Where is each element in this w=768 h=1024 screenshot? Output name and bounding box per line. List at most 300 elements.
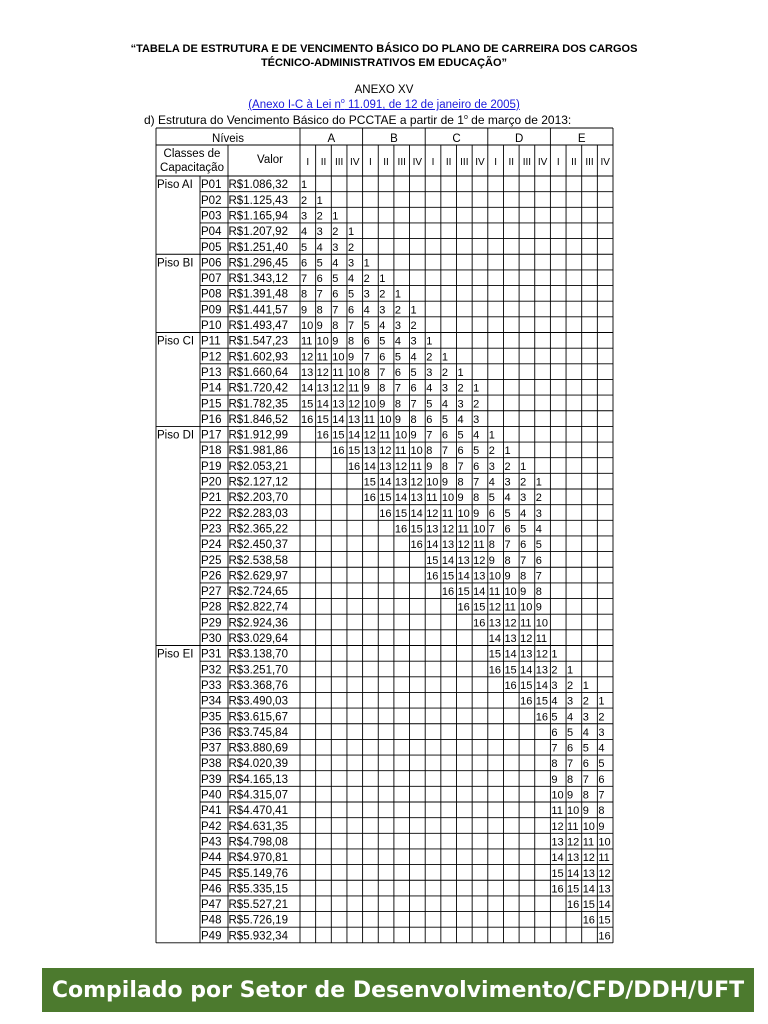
padrao-cell: 1 [504,445,511,458]
step-label: P18 [201,445,222,458]
salary-value: R$1.602,93 [228,351,288,364]
salary-value: R$2.538,58 [228,554,288,567]
padrao-cell: 7 [504,539,511,552]
padrao-cell: 10 [535,617,548,630]
padrao-cell: 14 [394,492,408,505]
salary-value: R$1.207,92 [228,226,288,239]
padrao-cell: 8 [332,320,339,332]
padrao-cell: 5 [379,335,386,348]
padrao-cell: 8 [410,413,417,426]
padrao-cell: 9 [316,320,323,332]
padrao-cell: 7 [551,742,558,755]
salary-value: R$5.335,15 [228,883,288,896]
padrao-cell: 8 [457,476,464,489]
padrao-cell: 1 [441,351,448,364]
footer-text: Compilado por Setor de Desenvolvimento/CFD/DDH/UFT [51,977,745,1003]
step-label: P41 [201,805,222,818]
padrao-cell: 8 [316,304,323,317]
padrao-cell: 9 [426,460,433,473]
padrao-cell: 15 [316,413,329,426]
padrao-cell: 6 [332,288,339,301]
step-label: P17 [201,429,222,442]
salary-value: R$1.251,40 [228,241,288,254]
padrao-cell: 13 [488,617,502,630]
padrao-cell: 6 [394,366,402,379]
salary-value: R$1.343,12 [228,273,288,286]
salary-value: R$2.365,22 [228,523,288,536]
header-sublevel: II [508,157,515,168]
padrao-cell: 15 [441,570,455,583]
padrao-cell: 9 [504,570,511,583]
step-label: P35 [201,711,222,724]
step-label: P16 [201,413,222,426]
padrao-cell: 10 [488,570,502,583]
step-label: P22 [201,507,222,520]
header-sublevel: II [445,157,452,168]
padrao-cell: 1 [551,648,558,661]
padrao-cell: 8 [488,539,495,552]
padrao-cell: 4 [347,273,355,286]
padrao-cell: 7 [363,351,370,364]
padrao-cell: 10 [410,445,423,458]
subtitle-sup: o [463,114,468,121]
padrao-cell: 6 [567,742,574,755]
padrao-cell: 12 [363,429,376,442]
header-sublevel: IV [475,157,485,168]
padrao-cell: 7 [535,570,542,583]
padrao-cell: 10 [457,507,470,520]
padrao-cell: 11 [504,601,516,614]
padrao-cell: 4 [301,226,308,239]
padrao-cell: 16 [457,601,470,614]
padrao-cell: 13 [567,852,580,865]
step-label: P38 [201,758,222,771]
padrao-cell: 3 [441,382,448,395]
salary-value: R$3.490,03 [228,695,288,708]
padrao-cell: 12 [598,867,611,880]
padrao-cell: 4 [551,695,558,708]
padrao-cell: 2 [332,226,339,239]
salary-value: R$5.527,21 [228,899,288,912]
padrao-cell: 12 [347,398,361,411]
step-label: P04 [201,226,222,239]
padrao-cell: 16 [316,429,329,442]
step-label: P46 [201,883,222,896]
padrao-cell: 10 [316,335,329,348]
padrao-cell: 8 [426,445,433,458]
header-sublevel: III [522,157,532,168]
padrao-cell: 1 [457,366,464,379]
padrao-cell: 6 [441,429,448,442]
padrao-cell: 8 [301,288,308,301]
padrao-cell: 3 [347,257,355,270]
step-label: P20 [201,476,222,489]
padrao-cell: 1 [410,304,417,317]
padrao-cell: 9 [301,304,308,317]
padrao-cell: 8 [520,570,527,583]
padrao-cell: 3 [332,241,339,254]
padrao-cell: 2 [426,351,433,364]
salary-value: R$5.932,34 [228,930,288,943]
padrao-cell: 7 [473,476,480,489]
padrao-cell: 2 [551,664,558,677]
padrao-cell: 10 [441,492,455,505]
padrao-cell: 16 [567,899,580,912]
padrao-cell: 5 [535,539,542,552]
salary-value: R$3.615,67 [228,711,288,724]
padrao-cell: 12 [457,539,470,552]
padrao-cell: 9 [473,507,480,520]
padrao-cell: 16 [363,492,376,505]
step-label: P03 [201,210,222,223]
padrao-cell: 12 [535,648,548,661]
padrao-cell: 13 [441,539,455,552]
padrao-cell: 14 [363,460,376,473]
padrao-cell: 12 [582,852,595,865]
salary-value: R$1.125,43 [228,194,288,207]
padrao-cell: 13 [379,460,392,473]
padrao-cell: 16 [441,586,455,599]
step-label: P42 [201,820,222,833]
padrao-cell: 5 [347,288,355,301]
header-sublevel: I [494,157,498,168]
step-label: P33 [201,679,222,692]
padrao-cell: 2 [582,695,589,708]
padrao-cell: 12 [332,382,345,395]
piso-label: Piso AI [157,179,193,192]
padrao-cell: 12 [567,836,580,849]
padrao-cell: 4 [598,742,605,755]
padrao-cell: 4 [504,492,511,505]
step-label: P23 [201,523,222,536]
padrao-cell: 3 [301,210,308,223]
padrao-cell: 13 [520,648,533,661]
padrao-cell: 15 [410,523,423,536]
padrao-cell: 11 [394,445,407,458]
padrao-cell: 14 [441,554,455,567]
padrao-cell: 4 [473,429,480,442]
step-label: P37 [201,742,222,755]
padrao-cell: 9 [567,789,574,802]
header-sublevel: I [306,157,310,168]
padrao-cell: 5 [316,257,323,270]
salary-value: R$4.970,81 [228,852,288,865]
padrao-cell: 14 [347,429,361,442]
step-label: P01 [201,179,222,192]
padrao-cell: 3 [410,335,417,348]
salary-value: R$4.470,41 [228,805,288,818]
padrao-cell: 8 [473,492,480,505]
padrao-cell: 13 [363,445,376,458]
padrao-cell: 12 [488,601,502,614]
padrao-cell: 7 [332,304,339,317]
padrao-cell: 1 [582,679,589,692]
padrao-cell: 2 [441,366,448,379]
salary-value: R$2.450,37 [228,539,288,552]
padrao-cell: 8 [598,805,605,818]
step-label: P21 [201,492,222,505]
padrao-cell: 7 [347,320,355,332]
padrao-cell: 2 [347,241,355,254]
salary-value: R$1.547,23 [228,335,288,348]
padrao-cell: 10 [301,320,314,332]
padrao-cell: 4 [363,304,370,317]
padrao-cell: 12 [379,445,392,458]
padrao-cell: 2 [520,476,527,489]
padrao-cell: 9 [598,820,605,833]
padrao-cell: 16 [488,664,502,677]
padrao-cell: 6 [426,413,433,426]
padrao-cell: 2 [567,679,574,692]
padrao-cell: 13 [316,382,329,395]
padrao-cell: 6 [301,257,308,270]
padrao-cell: 12 [426,507,439,520]
salary-value: R$1.296,45 [228,257,288,270]
step-label: P48 [201,914,222,927]
padrao-cell: 4 [457,413,464,426]
salary-value: R$1.660,64 [228,366,288,379]
padrao-cell: 5 [394,351,402,364]
salary-value: R$5.726,19 [228,914,288,927]
padrao-cell: 2 [363,273,370,286]
salary-value: R$2.053,21 [228,460,288,473]
salary-value: R$1.086,32 [228,179,288,192]
salary-value: R$4.631,35 [228,820,288,833]
padrao-cell: 10 [379,413,392,426]
step-label: P10 [201,320,222,332]
padrao-cell: 10 [504,586,517,599]
padrao-cell: 14 [410,507,423,520]
step-label: P30 [201,633,222,645]
padrao-cell: 11 [363,413,376,426]
padrao-cell: 3 [582,711,589,724]
padrao-cell: 8 [504,554,511,567]
padrao-cell: 5 [457,429,464,442]
padrao-cell: 3 [473,413,480,426]
step-label: P40 [201,789,222,802]
padrao-cell: 11 [301,335,313,348]
padrao-cell: 16 [535,711,548,724]
header-level-c: C [452,133,461,145]
salary-value: R$1.782,35 [228,398,288,411]
document-title-line2: TÉCNICO-ADMINISTRATIVOS EM EDUCAÇÃO” [260,57,508,69]
padrao-cell: 6 [520,539,527,552]
step-label: P05 [201,241,222,254]
document-title-line1: “TABELA DE ESTRUTURA E DE VENCIMENTO BÁSICO DO PLANO DE CARREIRA DOS CARGOS [130,43,638,55]
salary-value: R$3.029,64 [228,633,288,645]
padrao-cell: 15 [520,679,533,692]
padrao-cell: 1 [379,273,386,286]
padrao-cell: 11 [441,507,454,520]
padrao-cell: 12 [504,617,517,630]
padrao-cell: 1 [520,460,527,473]
padrao-cell: 4 [582,726,589,739]
padrao-cell: 16 [347,460,361,473]
padrao-cell: 8 [551,758,558,771]
padrao-cell: 14 [473,586,486,599]
padrao-cell: 15 [582,899,595,912]
piso-label: Piso DI [157,429,195,442]
padrao-cell: 14 [488,633,502,645]
step-label: P19 [201,460,222,473]
padrao-cell: 7 [598,789,605,802]
padrao-cell: 9 [332,335,339,348]
padrao-cell: 12 [551,820,564,833]
padrao-cell: 4 [535,523,542,536]
padrao-cell: 12 [473,554,486,567]
padrao-cell: 12 [441,523,455,536]
padrao-cell: 15 [347,445,361,458]
padrao-cell: 15 [598,914,611,927]
padrao-cell: 2 [504,460,511,473]
salary-value: R$2.629,97 [228,570,288,583]
step-label: P25 [201,554,222,567]
padrao-cell: 6 [457,445,464,458]
padrao-cell: 8 [347,335,355,348]
salary-value: R$4.165,13 [228,773,288,786]
header-level-b: B [390,133,398,145]
padrao-cell: 13 [301,366,314,379]
header-sublevel: II [383,157,389,168]
padrao-cell: 16 [394,523,408,536]
piso-label: Piso CI [157,335,195,348]
padrao-cell: 5 [426,398,433,411]
padrao-cell: 14 [457,570,470,583]
padrao-cell: 10 [582,820,595,833]
salary-value: R$2.822,74 [228,601,288,614]
padrao-cell: 11 [426,492,438,505]
padrao-cell: 4 [567,711,574,724]
law-reference-pre: (Anexo I-C à Lei n [248,99,341,111]
header-sublevel: IV [350,157,360,168]
padrao-cell: 10 [426,476,439,489]
header-sublevel: IV [412,157,423,168]
header-sublevel: IV [537,157,548,168]
padrao-cell: 15 [394,507,408,520]
padrao-cell: 15 [488,648,502,661]
step-label: P09 [201,304,222,317]
padrao-cell: 2 [394,304,402,317]
step-label: P34 [201,695,222,708]
padrao-cell: 10 [347,366,361,379]
header-sublevel: I [556,157,560,168]
padrao-cell: 6 [551,726,558,739]
padrao-cell: 16 [426,570,439,583]
padrao-cell: 8 [363,366,370,379]
header-sublevel: III [460,157,469,168]
padrao-cell: 5 [551,711,558,724]
padrao-cell: 4 [426,382,433,395]
padrao-cell: 14 [567,867,580,880]
padrao-cell: 5 [410,366,417,379]
padrao-cell: 11 [457,523,469,536]
padrao-cell: 15 [504,664,517,677]
padrao-cell: 15 [379,492,392,505]
padrao-cell: 14 [535,679,548,692]
padrao-cell: 3 [457,398,464,411]
padrao-cell: 1 [535,476,542,489]
padrao-cell: 9 [347,351,355,364]
padrao-cell: 11 [488,586,501,599]
padrao-cell: 5 [504,507,511,520]
padrao-cell: 2 [535,492,542,505]
padrao-cell: 14 [551,852,564,865]
padrao-cell: 2 [316,210,323,223]
step-label: P49 [201,930,222,943]
padrao-cell: 14 [426,539,439,552]
padrao-cell: 14 [379,476,392,489]
subtitle-pre: d) Estrutura do Vencimento Básico do PCCTAE a partir de 1 [144,113,464,127]
padrao-cell: 6 [379,351,386,364]
padrao-cell: 13 [347,413,361,426]
step-label: P11 [201,335,221,348]
padrao-cell: 9 [441,476,448,489]
padrao-cell: 10 [473,523,486,536]
padrao-cell: 7 [316,288,323,301]
padrao-cell: 5 [598,758,605,771]
padrao-cell: 4 [488,476,495,489]
padrao-cell: 13 [582,867,595,880]
step-label: P44 [201,852,222,865]
padrao-cell: 6 [535,554,542,567]
padrao-cell: 16 [504,679,517,692]
padrao-cell: 8 [441,460,448,473]
padrao-cell: 2 [410,320,417,332]
footer-banner [42,968,754,1012]
salary-value: R$2.283,03 [228,507,288,520]
padrao-cell: 5 [301,241,308,254]
padrao-cell: 10 [363,398,376,411]
padrao-cell: 6 [363,335,370,348]
step-label: P12 [201,351,222,364]
padrao-cell: 7 [457,460,464,473]
step-label: P32 [201,664,222,677]
padrao-cell: 5 [488,492,495,505]
header-sublevel: II [320,157,327,168]
padrao-cell: 2 [598,711,605,724]
padrao-cell: 3 [520,492,527,505]
salary-value: R$3.745,84 [228,726,288,739]
padrao-cell: 2 [379,288,386,301]
padrao-cell: 16 [332,445,345,458]
padrao-cell: 13 [598,883,611,896]
padrao-cell: 5 [473,445,480,458]
padrao-cell: 9 [488,554,495,567]
padrao-cell: 11 [410,460,422,473]
padrao-cell: 9 [379,398,386,411]
padrao-cell: 1 [567,664,574,677]
step-label: P14 [201,382,222,395]
padrao-cell: 13 [457,554,470,567]
step-label: P06 [201,257,222,270]
padrao-cell: 16 [410,539,423,552]
salary-value: R$4.020,39 [228,758,288,771]
header-level-e: E [577,133,586,145]
padrao-cell: 11 [535,633,548,645]
padrao-cell: 6 [598,773,605,786]
padrao-cell: 3 [394,320,402,332]
padrao-cell: 7 [520,554,527,567]
padrao-cell: 13 [551,836,564,849]
padrao-cell: 8 [379,382,386,395]
padrao-cell: 9 [551,773,558,786]
salary-value: R$3.880,69 [228,742,288,755]
padrao-cell: 9 [457,492,464,505]
salary-value: R$2.724,65 [228,586,288,599]
padrao-cell: 5 [520,523,527,536]
padrao-cell: 11 [582,836,595,849]
padrao-cell: 1 [426,335,433,348]
